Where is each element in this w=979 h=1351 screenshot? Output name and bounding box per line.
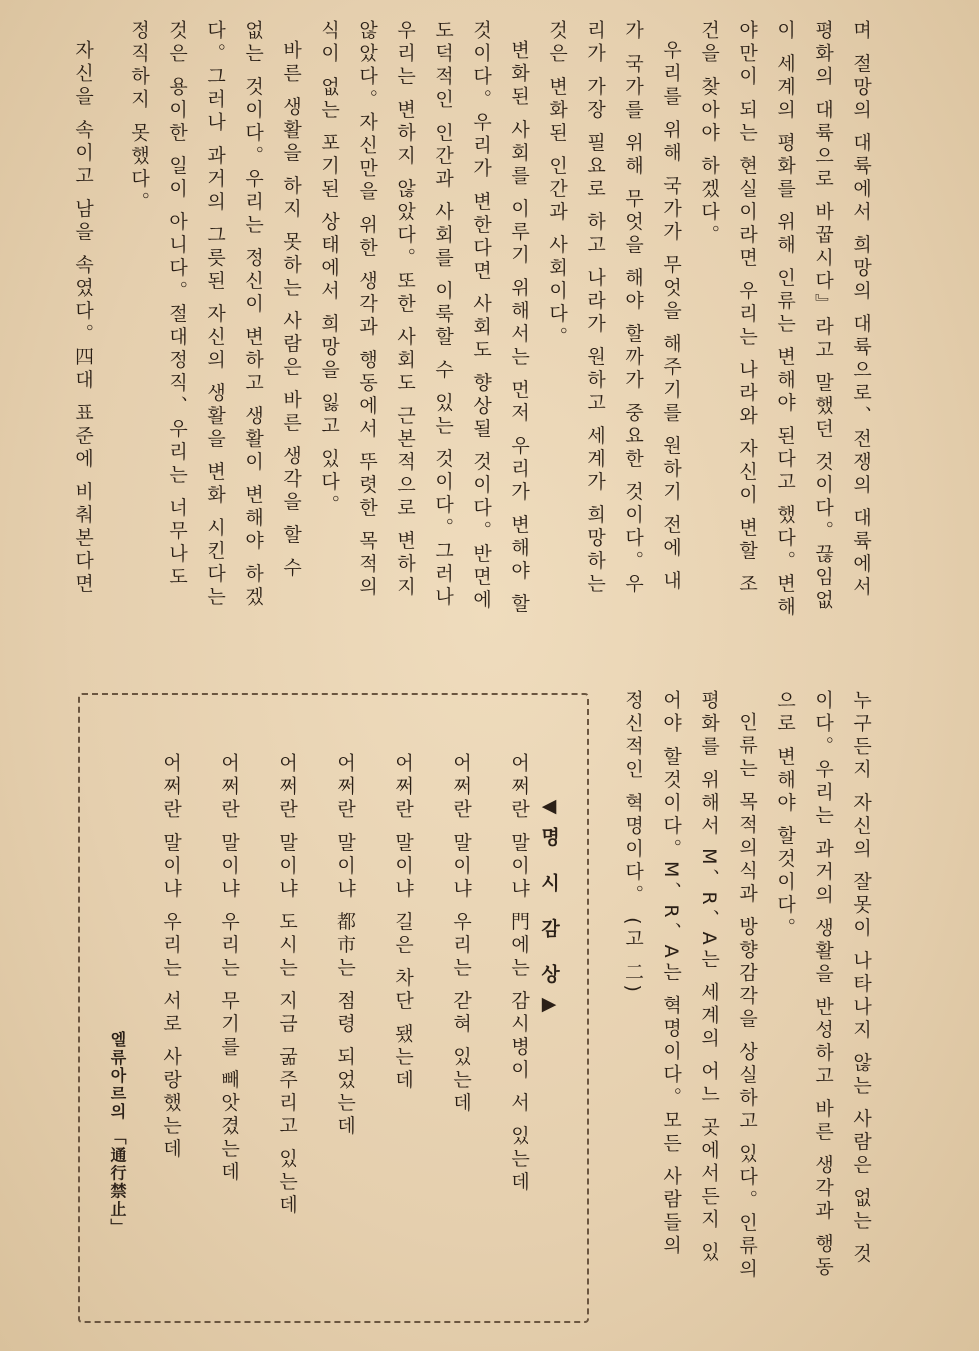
- essay-line: 인류는 목적의식과 방향감각을 상실하고 있다。인류의: [736, 712, 758, 1282]
- essay-line: 이 세계의 평화를 위해 인류는 변해야 된다고 했다。변해: [774, 20, 796, 620]
- essay-line: 건을 찾아야 하겠다。: [698, 20, 720, 248]
- essay-line: 으로 변해야 할것이다。: [774, 690, 796, 941]
- essay-line: 가 국가를 위해 무엇을 해야 할까가 중요한 것이다。우: [622, 20, 644, 597]
- poem-line: 어쩌란 말이냐 길은 차단 됐는데: [392, 753, 414, 1093]
- poem-line: 어쩌란 말이냐 우리는 서로 사랑했는데: [160, 753, 182, 1162]
- essay-line: 변화된 사회를 이루기 위해서는 먼저 우리가 변해야 할: [508, 40, 530, 617]
- essay-line: 정직하지 못했다。: [128, 20, 150, 215]
- poem-box: [78, 693, 589, 1323]
- essay-line: 바른 생활을 하지 못하는 사람은 바른 생각을 할 수: [280, 40, 302, 581]
- poem-credit: 엘류아르의 「通行禁止」: [108, 1031, 127, 1237]
- poem-line: 어쩌란 말이냐 門에는 감시병이 서 있는데: [508, 753, 530, 1195]
- essay-line: 우리는 변하지 않았다。또한 사회도 근본적으로 변하지: [394, 20, 416, 600]
- essay-line: 것이다。우리가 변한다면 사회도 향상될 것이다。반면에: [470, 20, 492, 613]
- poem-line: 어쩌란 말이냐 우리는 갇혀 있는데: [450, 753, 472, 1116]
- essay-line: 평화의 대륙으로 바꿉시다』라고 말했던 것이다。끊임없: [812, 20, 834, 613]
- essay-line: 이다。우리는 과거의 생활을 반성하고 바른 생각과 행동: [812, 690, 834, 1280]
- essay-line: 누구든지 자신의 잘못이 나타나지 않는 사람은 없는 것: [850, 690, 872, 1267]
- poem-line: 어쩌란 말이냐 우리는 무기를 빼앗겼는데: [218, 753, 240, 1185]
- essay-line: 야만이 되는 현실이라면 우리는 나라와 자신이 변할 조: [736, 20, 758, 597]
- poem-line: 어쩌란 말이냐 都市는 점령 되었는데: [334, 753, 356, 1139]
- essay-line: 않았다。자신만을 위한 생각과 행동에서 뚜렷한 목적의: [356, 20, 378, 600]
- essay-line: 어야 할것이다。M、R、A는 혁명이다。모든 사람들의: [660, 690, 682, 1258]
- essay-line: 없는 것이다。우리는 정신이 변하고 생활이 변해야 하겠: [242, 20, 264, 610]
- essay-line: 식이 없는 포기된 상태에서 희망을 잃고 있다。: [318, 20, 340, 518]
- essay-line: 자신을 속이고 남을 속였다。四대 표준에 비춰본다면: [72, 40, 94, 597]
- essay-line: 것은 변화된 인간과 사회이다。: [546, 20, 568, 350]
- essay-line: 것은 용이한 일이 아니다。절대정직、우리는 너무나도: [166, 20, 188, 590]
- essay-line: 우리를 위해 국가가 무엇을 해주기를 원하기 전에 내: [660, 40, 682, 594]
- poem-title: ◀명 시 감 상▶: [538, 795, 560, 1025]
- poem-line: 어쩌란 말이냐 도시는 지금 굶주리고 있는데: [276, 753, 298, 1218]
- essay-line: 평화를 위해서 M、R、A는 세계의 어느 곳에서든지 있: [698, 690, 720, 1265]
- essay-line: 리가 가장 필요로 하고 나라가 원하고 세계가 희망하는: [584, 20, 606, 597]
- essay-line: 며 절망의 대륙에서 희망의 대륙으로、전쟁의 대륙에서: [850, 20, 872, 600]
- essay-line: 다。그러나 과거의 그릇된 자신의 생활을 변화 시킨다는: [204, 20, 226, 610]
- essay-line: 정신적인 혁명이다。 (고 二): [622, 690, 644, 996]
- essay-line: 도덕적인 인간과 사회를 이룩할 수 있는 것이다。그러나: [432, 20, 454, 610]
